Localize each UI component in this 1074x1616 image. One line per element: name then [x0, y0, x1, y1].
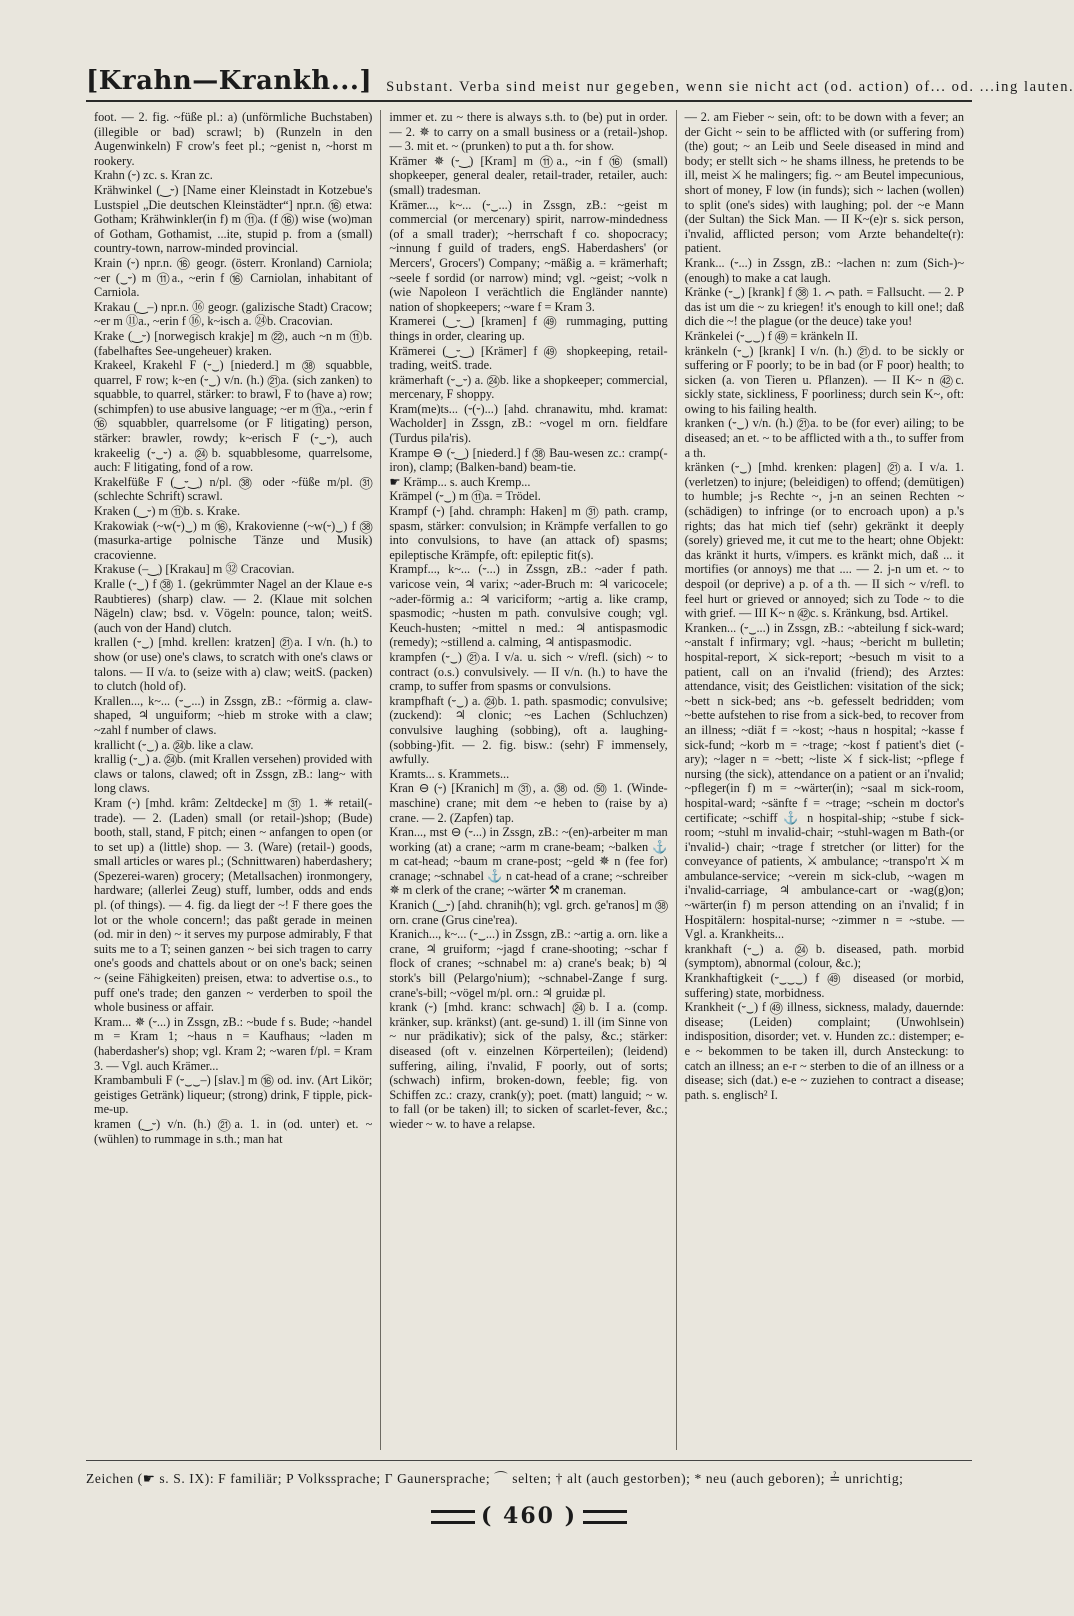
symbol-legend: Zeichen (☛ s. S. IX): F familiär; P Volkssprache; Г Gaunersprache; ⌒ selten; † alt (auch gestorben); * neu (auch geboren); ≟ unrichtig;	[86, 1471, 904, 1486]
dictionary-entry: krämerhaft (⏑‿⏑) a. ㉔b. like a shopkeeper; commercial, mercenary, F shoppy.	[389, 372, 668, 402]
dictionary-entry: krallicht (⏑‿) a. ㉔b. like a claw.	[94, 737, 254, 752]
dictionary-entry: Kraken (‿⏑) m ⑪b. s. Krake.	[94, 504, 241, 519]
page-number	[86, 1503, 972, 1529]
dictionary-entry: Krämpel (⏑‿) m ⑪a. = Trödel.	[389, 489, 541, 504]
dictionary-entry: Krähwinkel (‿⏑) [Name einer Kleinstadt in Kotzebue's Lustspiel „Die deutschen Kleinstädter“] npr.n. ⑯ etwa: Gotham; Krähwinkler(in f) m ⑪a. (f ⑯) wise (wo)man of Gotham, Gothamist, ...ite, stupid p. from a (small) country-town, narrow-minded provincial.	[94, 182, 373, 256]
dictionary-entry: Krahn (⏑) zc. s. Kran zc.	[94, 168, 213, 183]
dictionary-entry: Krankhaftigkeit (⏑‿‿‿) f ㊾ diseased (or morbid, suffering) state, morbidness.	[684, 971, 964, 1000]
dictionary-entry: kränken (⏑‿) [mhd. krenken: plagen] ㉑a. I v/a. 1. (verletzen) to injure; (beleidigen) to offend; (demütigen) to humble; j-s Rechte ~, j-n an seinen Rechten ~ (schädigen) to infringe (or to encroach upon) a p.'s rights; das hat mich tief (sehr) gekränkt it deeply (sorely) grieved me, it cut me to the heart; ohne Objekt: das kränkt it hurts, v/impers. es kränkt mich, daß ... it mortifies (or annoys) me that .... — 2. j-n um et. ~ to despoil (or deprive) a p. of a th. — II sich ~ v/refl. to feel hurt or grieved or annoyed; sich zu Tode ~ to die with grief. — III K~ n ㊷c. s. Kränkung, bsd. Artikel.	[684, 460, 964, 621]
dictionary-entry: Krakau (‿–) npr.n. ⑯ geogr. (galizische Stadt) Cracow; ~er m ⑪a., ~erin f ⑯, k~isch a. ㉔b. Cracovian.	[94, 299, 373, 329]
dictionary-entry: krankhaft (⏑‿) a. ㉔b. diseased, path. morbid (symptom), abnormal (colour, &c.);	[684, 941, 964, 971]
dictionary-entry: Krakelfüße F (‿⏑‿) n/pl. ㊳ oder ~füße m/pl. ㉛ (schlechte Schrift) scrawl.	[94, 474, 373, 504]
entry-columns	[86, 110, 972, 1450]
dictionary-entry: Kralle (⏑‿) f ㊳ 1. (gekrümmter Nagel an der Klaue e-s Raubtieres) (sharp) claw. — 2. (Klaue mit solchen Nägeln) claw; bsd. v. Vögeln: pounce, talon; weitS. (auch von der Hand) clutch.	[94, 577, 373, 635]
dictionary-entry: Krämerei (‿⏑‿) [Krämer] f ㊾ shopkeeping, retail-trading, weitS. trade.	[389, 343, 668, 373]
dictionary-entry: immer et. zu ~ there is always s.th. to (be) put in order. — 2. ✵ to carry on a small business or a (retail-)shop. — 3. mit et. ~ (prunken) to put a th. for show.	[389, 110, 668, 154]
dictionary-entry: Krampf (⏑) [ahd. chramph: Haken] m ㉛ path. cramp, spasm, stärker: convulsion; in Krämpfe verfallen to go into convulsions, to have (an attack of) spasms; epileptische Krämpfe, oft: epileptic fit(s).	[389, 504, 668, 562]
dictionary-entry: Krakowiak (~w(⏑)‿) m ⑯, Krakovienne (~w(⏑)‿) f ㊳ (masurka-artige polnische Tänze und Musik) cracovienne.	[94, 518, 373, 562]
dictionary-entry: Kram (⏑) [mhd. krâm: Zeltdecke] m ㉛ 1. ✵ retail(-trade). — 2. (Laden) small (or retail-)shop; (Bude) booth, stall, stand, F pitch; einen ~ anfangen to open (or to set up) a (little) shop. — 3. (Ware) (retail-) goods, small articles or wares pl.; (Schnittwaren) haberdashery; (Spezerei-waren) grocery; (Metallsachen) ironmongery, hardware; (allerlei Zeug) stuff, lumber, odds and ends pl. (of things). — 4. fig. da liegt der ~! F there goes the lot or the whole concern!; das paßt gerade in meinen (od. mir in den) ~ it serves my purpose admirably, F that suits me to a T; seinen ganzen ~ bei sich tragen to carry one's goods and chattels about or on one's back; seinen ~ (seine Fähigkeiten) preisen, etwa: to advertise o.s., to puff one's trade; den ganzen ~ verderben to spoil the whole business or affair.	[94, 795, 373, 1015]
dictionary-entry: Kranich (‿⏑) [ahd. chranih(h); vgl. grch. ge'ranos] m ㊳ orn. crane (Grus cine'rea).	[389, 898, 668, 927]
dictionary-entry: Krankheit (⏑‿) f ㊾ illness, sickness, malady, dauernde: disease; (Leiden) complaint; (Unwohlsein) indisposition, disorder; vet. v. Hunden zc.: distemper; e-e ~ bekommen to be taken ill, durch Ansteckung: to catch an illness; an e-r ~ sterben to die of an illness or a disease; sich (dat.) e-e ~ zuziehen to contract a disease; path. s. englisch² I.	[684, 1000, 964, 1102]
dictionary-entry: — 2. am Fieber ~ sein, oft: to be down with a fever; an der Gicht ~ sein to be afflicted with (or suffering from)(the) gout; ~ an Leib und Seele diseased in mind and body; er stellt sich ~ he shams illness, he pretends to be ill, meist ⚔ he malingers; fig. ~ am Beutel impecunious, short of money, F low (in funds); sich ~ lachen (wollen) to split (one's sides) with laughing; pol. der ~e Mann (der Sultan) the Sick Man. — II K~(e)r s. sick person, i'nvalid, afflicted person; vom Arzte behandelte(r): patient.	[684, 110, 964, 256]
column-right	[677, 110, 972, 1450]
column-middle	[381, 110, 676, 1450]
dictionary-entry: Kramerei (‿⏑‿) [kramen] f ㊾ rummaging, putting things in order, clearing up.	[389, 314, 668, 343]
dictionary-entry: Kram(me)ts... (⏑(⏑)...) [ahd. chranawitu, mhd. kramat: Wacholder] in Zssgn, zB.: ~vogel m orn. fieldfare (Turdus pila'ris).	[389, 401, 668, 446]
running-headwords: [Krahn—Krankh...]	[86, 66, 373, 96]
dictionary-entry: Kränkelei (⏑‿‿) f ㊾ = kränkeln II.	[684, 328, 858, 343]
dictionary-entry: Krambambuli F (⏑‿‿–) [slav.] m ⑯ od. inv. (Art Likör; geistiges Getränk) liqueur; (strong) drink, F tipple, pick-me-up.	[94, 1073, 373, 1117]
dictionary-entry: ☛ Krämp... s. auch Kremp...	[389, 474, 531, 489]
dictionary-entry: Krakuse (–‿) [Krakau] m ㉜ Cracovian.	[94, 562, 295, 577]
header-note: Substant. Verba sind meist nur gegeben, wenn sie nicht act (od. action) of... od. ...ing lauten.	[386, 79, 1074, 95]
dictionary-entry: kränkeln (⏑‿) [krank] I v/n. (h.) ㉑d. to be sickly or suffering or F poorly; to be in bad (or F poor) health; to sicken (a. von Tieren u. Pflanzen). — II K~ n ㊷c. sickly state, sickliness, F poorliness; durch sein K~, oft: owing to his failing health.	[684, 343, 964, 416]
dictionary-entry: Krake (‿⏑) [norwegisch krakje] m ㉒, auch ~n m ⑪b. (fabelhaftes See-ungeheuer) kraken.	[94, 328, 373, 358]
dictionary-entry: Krank... (⏑...) in Zssgn, zB.: ~lachen n: zum (Sich-)~ (enough) to make a cat laugh.	[684, 255, 964, 285]
ornament-right	[583, 1510, 627, 1524]
dictionary-entry: Krämer..., k~... (⏑‿...) in Zssgn, zB.: ~geist m commercial (or mercenary) spirit, narrow-mindedness (of a small trader); ~herrschaft f co. shopocracy; ~innung f guild of traders, engS. Haberdashers' (or Mercers', Grocers') Company; ~mäßig a. = krämerhaft; ~seele f sordid (or narrow) mind; vgl. ~geist; ~volk n (wie Napoleon I verächtlich die Engländer nannte) nation of shopkeepers; ~ware f = Kram 3.	[389, 197, 668, 314]
page-number-text: ( 460 )	[480, 1503, 578, 1529]
dictionary-entry: Kranken... (⏑‿...) in Zssgn, zB.: ~abteilung f sick-ward; ~anstalt f infirmary; vgl. ~haus; ~bericht m bulletin; hospital-report, ⚔ sick-report; ~besuch m visit to a patient, call on an i'nvalid (friend); des Arztes: attendance, visit; des Geistlichen: visitation of the sick; ~bett n sick-bed; ans ~b. gefesselt bedridden; vom ~bette aufstehen to rise from a sick-bed, to recover from an illness; ~diät f = ~kost; ~haus n hospital; ~kasse f sick-fund; ~korb m = ~trage; ~kost f patient's diet (-ary); ~lager n = ~bett; ~liste ⚔ f sick-list; ~pflege f nursing (the sick), attendance on a patient or an i'nvalid; ~pfleger(in f) m = ~wärter(in); ~saal m sick-room, hospital-ward; ~sänfte f = ~trage; ~schein m doctor's certificate; ~schiff ⚓ n hospital-ship; ~stube f sick-room; ~stuhl m invalid-chair; ~stuhl-wagen m Bath-(or i'nvalid-) chair; ~trage f stretcher (or litter) for the conveyance of patients, ⚔ ambulance; ~transpo'rt ⚔ m ambulance-service; ~verein m sick-club, ~wagen m i'nvalid-carriage, ♃ ambulance-cart or -wag(g)on; ~wärter(in f) m person attending on an i'nvalid; f in Hospitälern: hospital-nurse; ~zimmer n = ~stube. — Vgl. a. Krankheits...	[684, 620, 964, 942]
dictionary-entry: Krampf..., k~... (⏑...) in Zssgn, zB.: ~ader f path. varicose vein, ♃ varix; ~ader-Bruch m: ♃ varicocele; ~ader-förmig a.: ♃ variciform; ~artig a. like cramp, spasmodic; ~husten m path. convulsive cough; vgl. Keuch-husten; ~mittel n med.: ♃ antispasmodic (remedy); ~stillend a. calming, ♃ antispasmodic.	[389, 562, 668, 650]
dictionary-entry: krampfen (⏑‿) ㉑a. I v/a. u. sich ~ v/refl. (sich) ~ to contract (o.s.) convulsively. — II v/n. (h.) to have the cramp, to suffer from spasms or convulsions.	[389, 649, 668, 694]
dictionary-entry: krank (⏑) [mhd. kranc: schwach] ㉔b. I a. (comp. kränker, sup. kränkst) (ant. ge-sund) 1. ill (im Sinne von ~ nur prädikativ); sick of the palsy, &c.; stärker: diseased (oft v. einzelnen Körperteilen); (leidend) suffering, ailing, i'nvalid, F poorly, out of sorts; (schwach) infirm, broken-down, feeble; fig. von Schiffen zc.: crazy, crank(y); poet. (matt) languid; ~ w. to fall (or be taken) ill; to sicken of scarlet-fever, &c.; wieder ~ w. to have a relapse.	[389, 1000, 668, 1131]
dictionary-entry: Kranich..., k~... (⏑‿...) in Zssgn, zB.: ~artig a. orn. like a crane, ♃ gruiform; ~jagd f crane-shooting; ~schar f flock of cranes; ~schnabel m: a) crane's beak; b) ♃ stork's bill (Pelargo'nium); ~schnabel-Zange f surg. crane's-bill; ~vögel m/pl. orn.: ♃ gruidæ pl.	[389, 927, 668, 1000]
dictionary-entry: Krämer ✵ (⏑‿) [Kram] m ⑪a., ~in f ⑯ (small) shopkeeper, general dealer, retail-trader, retailer, auch: (small) tradesman.	[389, 153, 668, 197]
page-header	[86, 56, 1074, 102]
dictionary-entry: Krampe ⊖ (⏑‿) [niederd.] f ㊳ Bau-wesen zc.: cramp(-iron), clamp; (Balken-band) beam-tie.	[389, 445, 668, 475]
dictionary-entry: Kran..., mst ⊖ (⏑...) in Zssgn, zB.: ~(en)-arbeiter m man working (at) a crane; ~arm m crane-beam; ~balken ⚓ m cat-head; ~baum m crane-post; ~geld ✵ n (fee for) cranage; ~schnabel ⚓ n cat-head of a crane; ~schreiber ✵ m clerk of the crane; ~wärter ⚒ m craneman.	[389, 825, 668, 898]
column-left	[86, 110, 381, 1450]
dictionary-entry: Krain (⏑) npr.n. ⑯ geogr. (österr. Kronland) Carniola; ~er (‿⏑) m ⑪a., ~erin f ⑯ Carniolan, inhabitant of Carniola.	[94, 255, 373, 300]
dictionary-entry: Krallen..., k~... (⏑‿...) in Zssgn, zB.: ~förmig a. claw-shaped, ♃ unguiform; ~hieb m stroke with a claw; ~zahl f number of claws.	[94, 693, 373, 737]
dictionary-entry: Kram... ✵ (⏑...) in Zssgn, zB.: ~bude f s. Bude; ~handel m = Kram 1; ~haus n = Kaufhaus; ~laden m (haberdasher's) shop; vgl. Kram 2; ~waren f/pl. = Kram 3. — Vgl. auch Krämer...	[94, 1014, 373, 1073]
dictionary-entry: krallig (⏑‿) a. ㉔b. (mit Krallen versehen) provided with claws or talons, clawed; oft in Zssgn, zB.: lang~ with long claws.	[94, 752, 373, 796]
dictionary-entry: Kramts... s. Krammets...	[389, 766, 510, 781]
dictionary-entry: Krakeel, Krakehl F (⏑‿) [niederd.] m ㊳ squabble, quarrel, F row; k~en (⏑‿) v/n. (h.) ㉑a. (sich zanken) to squabble, to quarrel, stärker: to brawl, F to (have a) row; (schimpfen) to use abusive language; ~er m ⑪a., ~erin f ⑯ squabbler, quarrelsome (or F litigating) person, stärker: brawler, rowdy; k~erisch F (⏑‿⏑), auch krakeelig (⏑‿⏑) a. ㉔b. squabblesome, quarrelsome, auch: F litigating, fond of a row.	[94, 358, 373, 475]
dictionary-entry: kramen (‿⏑) v/n. (h.) ㉑a. 1. in (od. unter) et. ~ (wühlen) to rummage in s.th.; man hat	[94, 1116, 373, 1146]
dictionary-entry: Kran ⊖ (⏑) [Kranich] m ㉛, a. ㊳ od. ㊿ 1. (Winde-maschine) crane; mit dem ~e heben to (raise by a) crane. — 2. (Zapfen) tap.	[389, 781, 668, 825]
dictionary-entry: kranken (⏑‿) v/n. (h.) ㉑a. to be (for ever) ailing; to be diseased; an et. ~ to be afflicted with a th., to suffer from a th.	[684, 416, 964, 460]
dictionary-entry: krallen (⏑‿) [mhd. krellen: kratzen] ㉑a. I v/n. (h.) to show (or use) one's claws, to scratch with one's claws or talons. — II v/a. to (seize with a) claw; weitS. (packen) to clutch (hold of).	[94, 635, 373, 694]
dictionary-entry: Kränke (⏑‿) [krank] f ㊳ 1. ⌒ path. = Fallsucht. — 2. P das ist um die ~ zu kriegen! it's enough to kill one!; daß dich die ~! the plague (or the deuce) take you!	[684, 285, 964, 329]
ornament-left	[431, 1510, 475, 1524]
dictionary-entry: krampfhaft (⏑‿) a. ㉔b. 1. path. spasmodic; convulsive; (zuckend): ♃ clonic; ~es Lachen (Schluchzen) convulsive laughing (sobbing), oft a. laughing- (sobbing-)fit. — 2. fig. bisw.: (sehr) F immensely, awfully.	[389, 693, 668, 767]
dictionary-entry: foot. — 2. fig. ~füße pl.: a) (unförmliche Buchstaben) (illegible or bad) scrawl; b) (Runzeln in den Augenwinkeln) F crow's feet pl.; ~genist n, ~horst m rookery.	[94, 110, 373, 168]
footer-rule	[86, 1460, 972, 1461]
